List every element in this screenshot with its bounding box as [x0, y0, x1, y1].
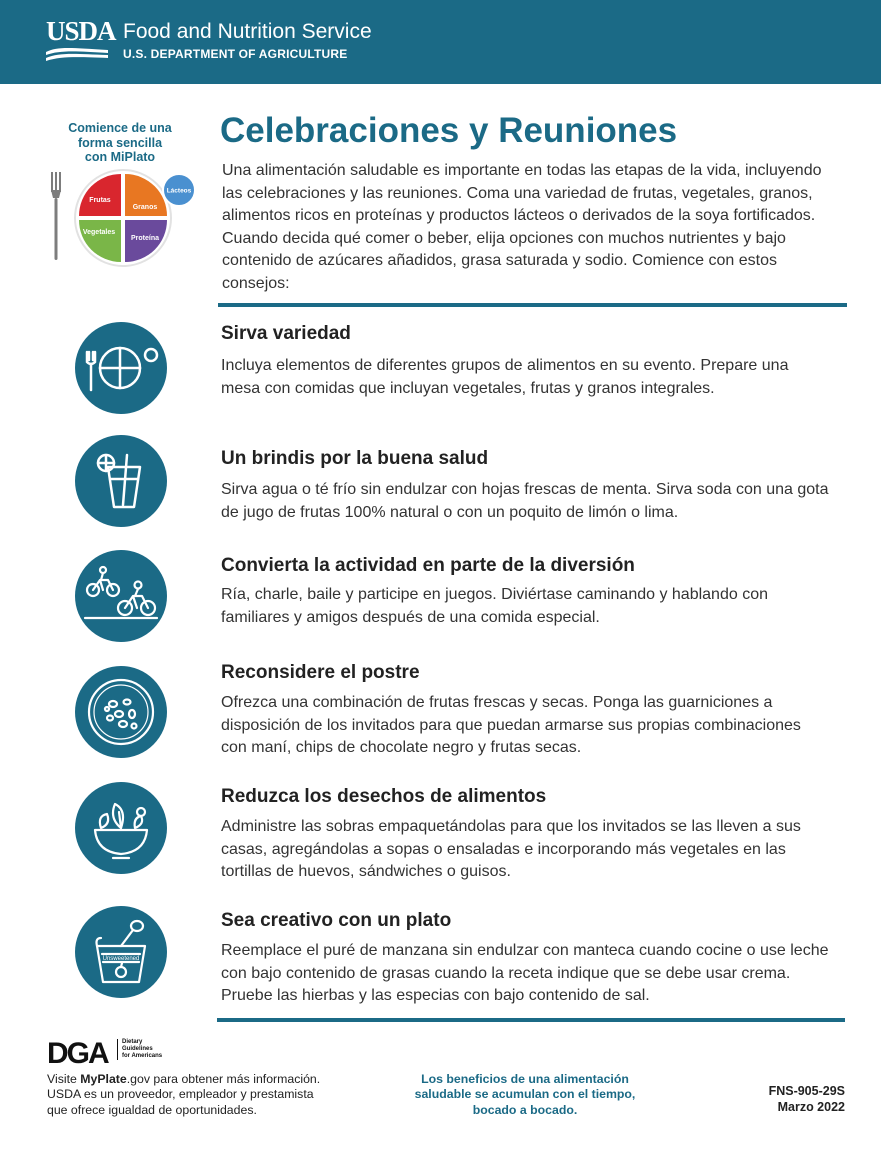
usda-logo — [46, 16, 116, 64]
intro-paragraph: Una alimentación saludable es importante en todas las etapas de la vida, incluyendo las celebraciones y las reuniones. Coma una variedad de frutas, vegetales, granos, alimentos ricos en proteínas y productos lácteos o derivados de la soya fortificados. Cuando decida qué comer o beber, elija opciones con muchos nutrientes y bajo contenido de azúcares añadidos, grasa saturada y sodio. Comience con estos consejos: — [222, 162, 822, 292]
salad-bowl-icon — [75, 782, 167, 874]
myplate-label-fruits: Frutas — [89, 197, 111, 204]
footer-tagline: Los beneficios de una alimentación saludable se acumulan con el tiempo, bocado a bocado. — [414, 1072, 636, 1117]
myplate-caption-line: forma sencilla — [77, 135, 163, 150]
tip-heading: Sea creativo con un plato — [221, 910, 452, 931]
applesauce-cup-icon — [75, 906, 167, 998]
myplate-caption-line: Comience de una — [68, 121, 172, 135]
tip-heading: Un brindis por la buena salud — [221, 448, 489, 469]
bottom-divider — [217, 1018, 845, 1022]
unsweetened-label: Unsweetened — [102, 956, 140, 962]
myplate-caption-line: con MiPlato — [84, 150, 156, 164]
trail-mix-bowl-icon — [75, 666, 167, 758]
myplate-label-vegetables: Vegetales — [82, 229, 116, 236]
top-divider — [218, 303, 847, 307]
usda-logo-text: USDA — [46, 16, 116, 46]
myplate-label-dairy: Lácteos — [166, 187, 192, 195]
department-name: U.S. DEPARTMENT OF AGRICULTURE — [123, 47, 348, 61]
header-banner — [0, 0, 881, 84]
usda-hills-icon — [46, 46, 108, 64]
page-title: Celebraciones y Reuniones — [220, 111, 678, 150]
myplate-link[interactable]: MyPlate — [80, 1072, 127, 1086]
tip-body: Ofrezca una combinación de frutas frescas y secas. Ponga las guarniciones a disposición de los invitados para que puedan armarse sus propias combinaciones con maní, chips de chocolate negro y frutas secas. — [221, 694, 801, 757]
bicycles-icon — [75, 550, 167, 642]
dga-logo-text: Dietary Guidelines for Americans — [117, 1039, 177, 1060]
equal-opportunity-line: USDA es un proveedor, empleador y prestamista — [47, 1087, 314, 1102]
myplate-label-grains: Granos — [132, 204, 158, 211]
myplate-caption — [50, 121, 190, 165]
tip-heading: Convierta la actividad en parte de la diversión — [221, 555, 635, 576]
tip-body: Ría, charle, baile y participe en juegos. Diviértase caminando y hablando con familiares y amigos después de una comida especial. — [221, 586, 768, 626]
drink-glass-icon — [75, 435, 167, 527]
doc-date: Marzo 2022 — [777, 1100, 845, 1114]
svg-text:DGA: DGA — [47, 1037, 108, 1066]
tip-body: Reemplace el puré de manzana sin endulzar con manteca cuando cocine o use leche con bajo contenido de grasas cuando la receta indique que se debe usar crema. Pruebe las hierbas y las especias con bajo contenido de sal. — [221, 942, 829, 1005]
document-id — [720, 1083, 845, 1115]
dga-logo-icon — [47, 1036, 115, 1066]
footer-info — [47, 1072, 357, 1118]
myplate-logo — [48, 168, 198, 268]
tip-body: Incluya elementos de diferentes grupos de alimentos en su evento. Prepare una mesa con comidas que incluyan vegetales, frutas y granos integrales. — [221, 357, 789, 397]
myplate-label-protein: Proteína — [130, 235, 160, 242]
tip-body: Administre las sobras empaquetándolas para que los invitados se las lleven a sus casas, agregándolas a sopas o ensaladas e incorporando más vegetales en las tortillas de huevos, sándwiches o guisos. — [221, 818, 801, 881]
tip-body: Sirva agua o té frío sin endulzar con hojas frescas de menta. Sirva soda con una gota de jugo de frutas 100% natural o con un poquito de limón o lima. — [221, 481, 829, 521]
myplate-vegetables-segment — [79, 220, 121, 262]
tip-heading: Sirva variedad — [221, 323, 351, 344]
tip-heading: Reconsidere el postre — [221, 662, 420, 683]
agency-name: Food and Nutrition Service — [123, 20, 372, 43]
doc-number: FNS-905-29S — [768, 1084, 845, 1098]
plate-fork-icon — [75, 322, 167, 414]
tip-heading: Reduzca los desechos de alimentos — [221, 786, 547, 807]
equal-opportunity-line: que ofrece igualdad de oportunidades. — [47, 1102, 257, 1117]
visit-line: Visite MyPlate.gov para obtener más información. — [47, 1072, 321, 1086]
myplate-brand: MiPlato — [110, 150, 156, 164]
myplate-fruits-segment — [79, 174, 121, 216]
dga-logo — [47, 1036, 177, 1070]
myplate-plate-icon — [48, 168, 198, 268]
